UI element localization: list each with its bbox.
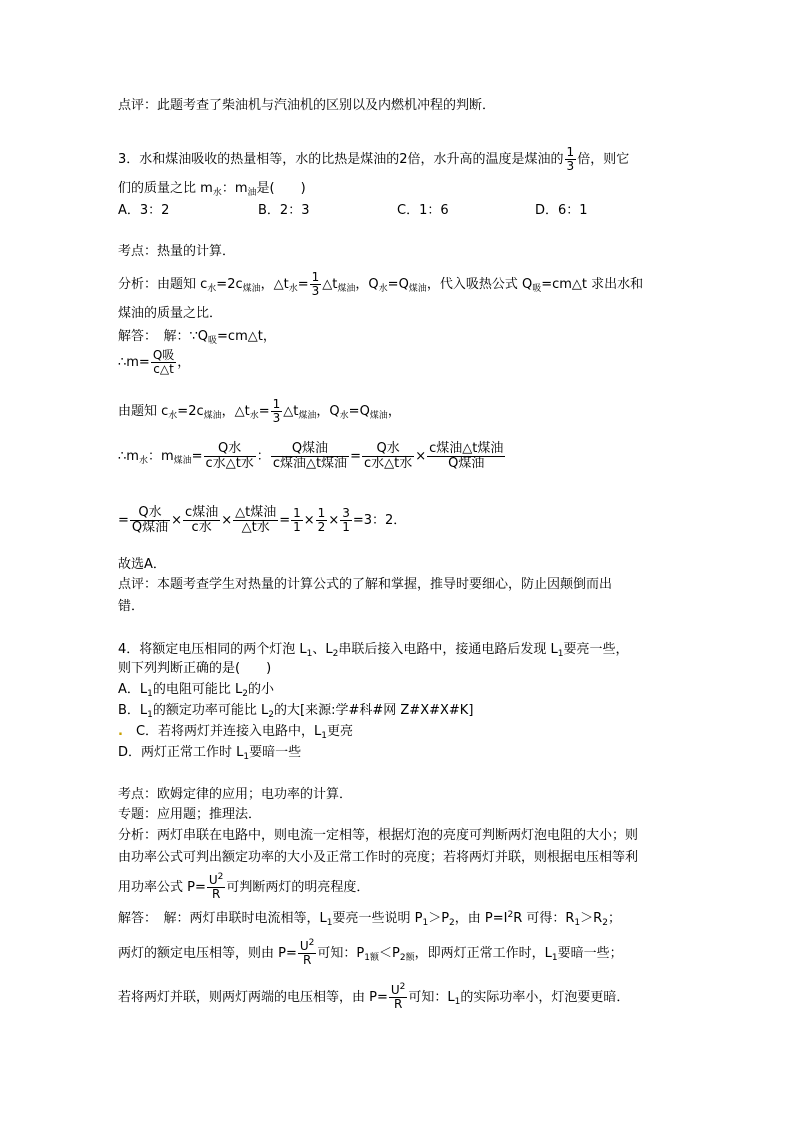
q3-stem-line1: 3．水和煤油吸收的热量相等，水的比热是煤油的2倍，水升高的温度是煤油的 $\frac{1}{3}$ 倍，则它 (118, 145, 630, 173)
q4-zhuanti: 专题：应用题；推理法． (118, 807, 262, 822)
q4-analysis-line2: 由功率公式可判出额定功率的大小及正常工作时的亮度；若将两灯并联，则根据电压相等利 (118, 850, 639, 865)
q3-answer-line1: 解答： 解：$\because Q_吸=cm\triangle t$， (118, 329, 276, 346)
q3-m-formula: ∴m= $\frac{\text{Q吸}}{c\triangle t}$ ， (118, 348, 191, 376)
q3-option-a: A．3：2 (118, 203, 170, 218)
q4-stem-line1: 4．将额定电压相同的两个灯泡 $L_1$、$L_2$串联后接入电路中，接通电路后发现 $L_1$要亮一些， (118, 642, 629, 659)
q4-answer-line2: 两灯的额定电压相等，则由 P= $\frac{U^2}{R}$ 可知：$P_{1额}<P_{2额}$，即两灯正常工作时，$L_1$要暗一些； (118, 938, 623, 967)
q3-comment-line2: 错． (118, 599, 145, 614)
q3-fraction: $\frac{1}{3}$ (566, 145, 575, 173)
q3-kaodian: 考点：热量的计算． (118, 244, 236, 259)
q3-option-d: D．6：1 (535, 203, 588, 218)
q4-answer-line1: 解答： 解：两灯串联时电流相等，$L_1$要亮一些说明 $P_1>P_2$，由 $P=I^2R$ 可得：$R_1>R_2$； (118, 910, 621, 928)
q3-stem-line2: 们的质量之比 $m_水$：$m_油$是( ) (118, 181, 306, 198)
q3-option-c: C．1：6 (397, 203, 449, 218)
prev-comment: 点评：此题考查了柴油机与汽油机的区别以及内燃机冲程的判断． (118, 98, 496, 113)
q4-option-b: B．$L_1$的额定功率可能比 $L_2$的大[来源:学#科#网 Z#X#X#K] (118, 703, 474, 720)
q4-option-a: A．$L_1$的电阻可能比 $L_2$的小 (118, 682, 275, 699)
q3-option-b: B．2：3 (258, 203, 310, 218)
q3-analysis-line2: 煤油的质量之比． (118, 306, 223, 321)
q3-analysis-line1: 分析：由题知 $c_水=2c_{煤油}$，$\triangle t_水=$ $\frac{1}{3}$ $\triangle t_{煤油}$，$Q_水=Q_{煤油}$，代入吸热公式 $Q_吸=cm\triangle t$ 求出水和 (118, 270, 644, 298)
q4-answer-line3: 若将两灯并联，则两灯两端的电压相等，由 P= $\frac{U^2}{R}$ 可知：$L_1$的实际功率小，灯泡要更暗． (118, 982, 630, 1011)
q4-analysis-line3: 用功率公式 P= $\frac{U^2}{R}$ 可判断两灯的明亮程度． (118, 872, 370, 901)
q3-comment-line1: 点评：本题考查学生对热量的计算公式的了解和掌握，推导时要细心，防止因颠倒而出 (118, 577, 613, 592)
q3-guxuan: 故选A． (118, 557, 166, 572)
q3-stem-text: 3．水和煤油吸收的热量相等，水的比热是煤油的2倍，水升高的温度是煤油的 (118, 152, 564, 167)
q4-stem-line2: 则下列判断正确的是( ) (118, 661, 272, 676)
q4-kaodian: 考点：欧姆定律的应用；电功率的计算． (118, 787, 353, 802)
q4-analysis-line1: 分析：两灯串联在电路中，则电流一定相等，根据灯泡的亮度可判断两灯泡电阻的大小；则 (118, 828, 639, 843)
q3-ratio-formula: $\therefore m_水$：$m_{煤油}=$ $\frac{\text{Q水}}{\text{c水△t水}}$ ： $\frac{\text{Q煤油}}{\text{c煤油△t煤油}}$ = $\frac{\text{Q水}}{\text{c水△t水}}$ × $\frac{\text{c煤油△t煤油}}{\text{Q煤油}}$ (118, 441, 504, 471)
q4-option-d: D．两灯正常工作时 $L_1$要暗一些 (118, 745, 302, 762)
q3-ratio-result: = $\frac{\text{Q水}}{\text{Q煤油}}$ × $\frac{\text{c煤油}}{\text{c水}}$ × $\frac{\text{△t煤油}}{\text{△t水}}$ = $\frac{1}{1}$ × $\frac{1}{2}$ × $\frac{3}{1}$ =3：2． (118, 505, 407, 535)
q3-given: 由题知 $c_水=2c_{煤油}$，$\triangle t_水=$ $\frac{1}{3}$ $\triangle t_{煤油}$，$Q_水=Q_{煤油}$， (118, 397, 401, 425)
q4-option-c: . C．若将两灯并连接入电路中，$L_1$更亮 (118, 724, 354, 741)
